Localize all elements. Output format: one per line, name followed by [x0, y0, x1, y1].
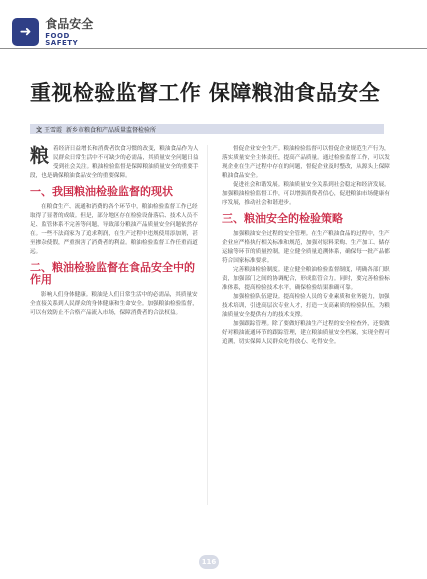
paragraph-5: 加强粮油安全过程的安全管理。在生产粮油食品的过程中，生产企业应严格执行相关标准和规范，加强对原料采购、生产加工、储存运输等环节的质量控制，建立健全质量追溯体系，确保每一批产品都符合国家标准要求。 [222, 231, 390, 264]
paragraph-1: 在粮食生产、流通和消费的各个环节中，粮油检验监督工作已经取得了显著的成绩。但是，部分地区存在检验设备落后、技术人员不足、监管体系不完善等问题，导致部分粮油产品质量安全问题依然存在。一些不法商家为了追求利润，在生产过程中违规使用添加剂，甚至掺杂使假，严重损害了消费者的利益。粮油检验监督工作任重而道远。 [30, 204, 198, 255]
author-bar [30, 124, 384, 134]
top-rule [0, 48, 427, 49]
section-subtitle: FOOD SAFETY [45, 31, 79, 47]
section-label [45, 18, 104, 47]
paragraph-4: 促进社会和谐发展。粮油质量安全关系到社会稳定和经济发展。加强粮油检验监督工作，可以增强消费者信心，促进粮油市场健康有序发展，推动社会和谐进步。 [222, 182, 390, 206]
section-title: 食品安全 [45, 16, 94, 31]
left-column [30, 145, 200, 318]
article-title: 重视检验监督工作 保障粮油食品安全 [30, 81, 381, 105]
paragraph-6: 完善粮油检验制度。建立健全粮油检验监督制度，明确各部门职责，加强部门之间的协调配合，形成监管合力。同时，要完善检验标准体系，提高检验技术水平，确保检验结果准确可靠。 [222, 267, 390, 291]
paragraph-8: 加强跟踪管理。除了要做好粮油生产过程的安全检查外，还要做好对粮油流通环节的跟踪管理，建立粮油质量安全档案，实现全程可追溯，切实保障人民群众吃得放心、吃得安全。 [222, 321, 390, 345]
arrow-icon: ➜ [12, 18, 39, 46]
author-label: 文 [36, 126, 43, 134]
paragraph-2: 影响人们身体健康。粮油是人们日常生活中的必需品，其质量安全直接关系到人民群众的身体健康和生命安全。加强粮油检验监督，可以有效防止不合格产品流入市场，保障消费者的合法权益。 [30, 292, 198, 316]
heading-3: 三、粮油安全的检验策略 [222, 212, 343, 225]
intro-text: 着经济日益增长和消费者饮食习惯的改变，粮油食品作为人民群众日常生活中不可缺少的必需品，其质量安全问题日益受到社会关注。粮油检验监督是保障粮油质量安全的重要手段，也是确保粮油食品安全的重要保障。 [30, 146, 199, 179]
section-header [12, 12, 104, 52]
paragraph-3: 督促企业安全生产。粮油检验监督可以督促企业规范生产行为，落实质量安全主体责任，提高产品质量。通过检验监督工作，可以发现企业在生产过程中存在的问题，督促企业及时整改，从源头上保障粮油食品安全。 [222, 146, 390, 179]
heading-1: 一、我国粮油检验监督的现状 [30, 185, 173, 198]
author-affiliation: 新乡市粮食和产品质量监督检验所 [66, 126, 157, 134]
author-name: 王雪霞 [44, 126, 63, 134]
heading-2: 二、粮油检验监督在食品安全中的作用 [30, 261, 195, 286]
column-divider [207, 145, 208, 505]
page-number: 116 [199, 555, 219, 569]
right-column [222, 145, 392, 347]
drop-cap: 粮 [30, 145, 50, 167]
paragraph-7: 加强检验队伍建设。提高检验人员的专业素质和业务能力，加强技术培训，引进高层次专业人才，打造一支高素质的检验队伍，为粮油质量安全提供有力的技术支撑。 [222, 294, 390, 318]
intro-paragraph [30, 145, 200, 181]
